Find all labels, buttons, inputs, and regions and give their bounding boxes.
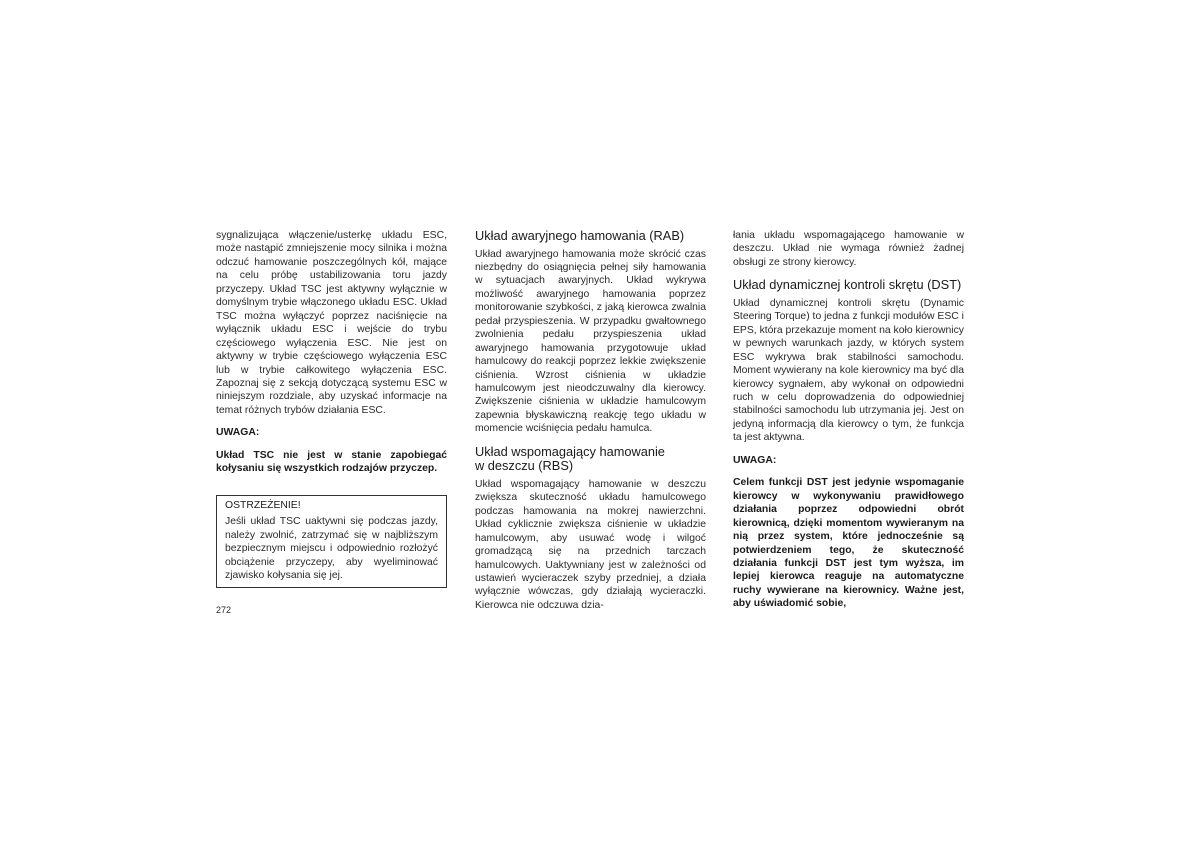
rbs-paragraph: Układ wspomagający hamowanie w deszczu zwiększa skuteczność układu hamulcowego podczas hamowania na mokrej nawierzchni. Układ cyklicznie zwiększa ciśnienie w układzie hamulcowym, aby usuwać wodę i wilgoć gromadzącą się na przednich tarczach hamulcowych. Uaktywniany jest w zależności od ustawień wycieraczek szyby przedniej, a działa wyłącznie wówczas, gdy działają wycieraczki. Kierowca nie odczuwa dzia- [475,478,706,611]
warning-box [216,495,447,589]
rab-heading: Układ awaryjnego hamowania (RAB) [475,228,685,243]
rbs-heading-line1: Układ wspomagający hamowanie [475,443,665,459]
column-left [216,229,447,588]
dst-heading: Układ dynamicznej kontroli skrętu (DST) [733,277,962,293]
rbs-heading [475,445,706,474]
note-label: UWAGA: [216,427,260,439]
page-number: 272 [216,605,232,615]
dst-paragraph: Układ dynamicznej kontroli skrętu (Dynamic Steering Torque) to jedna z funkcji modułów ESC i EPS, która przekazuje moment na koło kierownicy w pewnych warunkach jazdy, w których system ESC wykrywa brak stabilności samochodu. Moment wywierany na kole kierownicy ma być dla kierowcy sygnałem, aby wykonał on odpowiedni ruch w celu doprowadzenia do odpowiedniej stabilności samochodu lub utrzymania jej. Jest on jedyną informacją dla kierowcy o tym, że funkcja ta jest aktywna. [733,297,965,444]
note-label: UWAGA: [733,454,777,466]
dst-note-text: Celem funkcji DST jest jedynie wspomaganie kierowcy w wykonywaniu prawidłowego działania poprzez odpowiedni obrót kierownicą, dzięki momentom wywieranym na nią przez system, które jednocześnie są potwierdzeniem tego, że skuteczność działania funkcji DST jest tym wyższa, im lepiej kierowca reaguje na automatyczne ruchy wywierane na kierownicy. Ważne jest, aby uświadomić sobie, [733,477,964,610]
rbs-continuation-paragraph: łania układu wspomagającego hamowanie w deszczu. Układ nie wymaga również żadnej obsługi ze strony kierowcy. [733,230,964,268]
rab-paragraph: Układ awaryjnego hamowania może skrócić czas niezbędny do osiągnięcia pełnej siły hamowania w sytuacjach awaryjnych. Układ wykrywa możliwość awaryjnego hamowania poprzez monitorowanie szybkości, z jaką kierowca zwalnia pedał przyspieszenia. W przypadku gwałtownego zwolnienia pedału przyspieszenia układ awaryjnego hamowania przygotowuje układ hamulcowy do reakcji poprzez lekkie zwiększenie ciśnienia. Wzrost ciśnienia w układzie hamulcowym jest nieodczuwalny dla kierowcy. Zwiększenie ciśnienia w układzie hamulcowym zapewnia błyskawiczną reakcję tego układu w momencie wciśnięcia pedału hamulca. [475,248,706,435]
warning-text: Jeśli układ TSC uaktywni się podczas jazdy, należy zwolnić, zatrzymać się w najbliższym bezpiecznym miejscu i odpowiednio rozłożyć obciążenie przyczepy, aby wyeliminować zjawisko kołysania się jej. [225,516,438,581]
column-middle [475,229,706,612]
column-right [733,229,964,611]
tsc-note-text: Układ TSC nie jest w stanie zapobiegać kołysaniu się wszystkich rodzajów przyczep. [216,449,447,475]
warning-title: OSTRZEŻENIE! [225,499,301,511]
rbs-heading-line2: w deszczu (RBS) [475,458,574,474]
tsc-intro-paragraph: sygnalizująca włączenie/usterkę układu ESC, może nastąpić zmniejszenie mocy silnika i można odczuć hamowanie poszczególnych kół, mające na celu próbę ustabilizowania toru jazdy przyczepy. Układ TSC jest aktywny wyłącznie w domyślnym trybie włączonego układu ESC. Układ TSC można wyłączyć poprzez naciśnięcie na wyłącznik układu ESC i wejście do trybu częściowego wyłączenia ESC. Nie jest on aktywny w trybie częściowego wyłączenia ESC lub w trybie całkowitego wyłączenia ESC. Zapoznaj się z sekcją dotyczącą systemu ESC w niniejszym rozdziale, aby uzyskać informacje na temat różnych trybów działania ESC. [216,230,447,416]
